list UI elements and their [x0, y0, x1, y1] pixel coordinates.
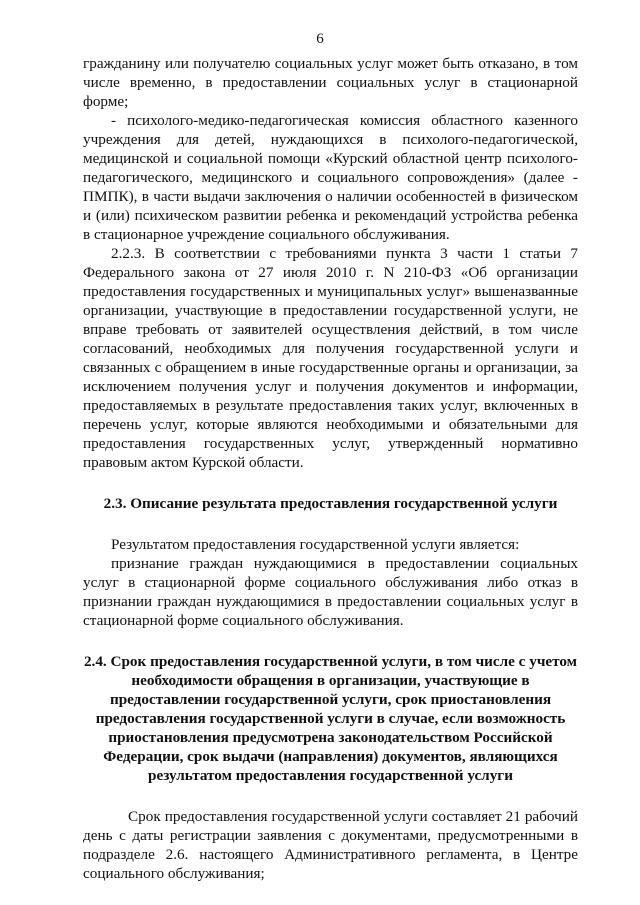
- section-heading-2-4: 2.4. Срок предоставления государственной услуги, в том числе с учетом необходимости обращения в организации, участвующие в предоставлении государственной услуги, срок приостановления предоставления государственной услуги в случае, если возможность приостановления предусмотрена законодательством Российской Федерации, срок выдачи (направления) документов, являющихся результатом предоставления государственной услуги: [83, 653, 578, 784]
- paragraph-result-intro: Результатом предоставления государственной услуги является:: [111, 536, 520, 553]
- paragraph-pmpk: - психолого-медико-педагогическая комиссия областного казенного учреждения для детей, нуждающихся в психолого-педагогической, медицинской и социальной помощи «Курский областной центр психолого-педагогического, медицинского и социального сопровождения» (далее - ПМПК), в части выдачи заключения о наличии особенностей в физическом и (или) психическом развитии ребенка и рекомендаций устройства ребенка в стационарное учреждение социального обслуживания.: [83, 112, 578, 243]
- paragraph-2-2-3: 2.2.3. В соответствии с требованиями пункта 3 части 1 статьи 7 Федерального закона от 27 июля 2010 г. N 210-ФЗ «Об организации предоставления государственных и муниципальных услуг» вышеназванные организации, участвующие в предоставлении государственной услуги, не вправе требовать от заявителей осуществления действий, в том числе согласований, необходимых для получения государственной услуги и связанных с обращением в иные государственные органы и организации, за исключением получения услуг и получения документов и информации, предоставляемых в результате предоставления таких услуг, включенных в перечень услуг, которые являются необходимыми и обязательными для предоставления государственных услуг, утвержденный нормативно правовым актом Курской области.: [83, 245, 578, 471]
- page-content: [83, 54, 578, 883]
- section-heading-2-3: 2.3. Описание результата предоставления государственной услуги: [103, 495, 558, 512]
- page-number: 6: [316, 31, 324, 47]
- paragraph-continuation: гражданину или получателю социальных услуг может быть отказано, в том числе временно, в предоставлении социальных услуг в стационарной форме;: [83, 55, 578, 110]
- paragraph-result-body: признание граждан нуждающимися в предоставлении социальных услуг в стационарной форме социального обслуживания либо отказ в признании граждан нуждающимися в предоставлении социальных услуг в стационарной форме социального обслуживания.: [83, 555, 578, 629]
- paragraph-term: Срок предоставления государственной услуги составляет 21 рабочий день с даты регистрации заявления с документами, предусмотренными в подразделе 2.6. настоящего Административного регламента, в Центре социального обслуживания;: [83, 808, 578, 882]
